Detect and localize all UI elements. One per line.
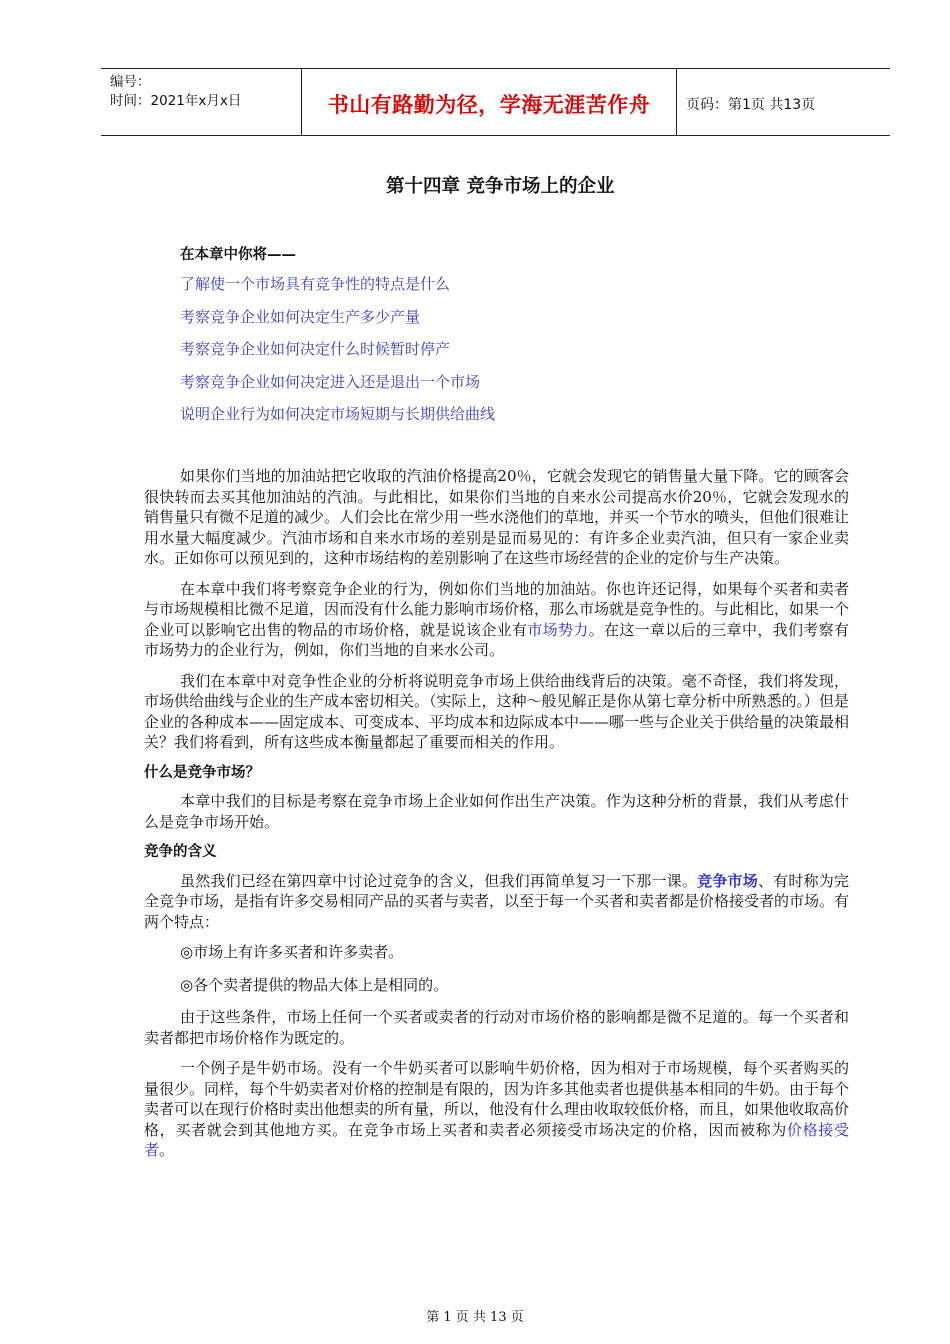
- paragraph-text: 、有时称为完全竞争市场，是指有许多交易相同产品的买者与卖者，以至于每一个买者和卖者都是价格接受者的市场。有两个特点：: [144, 871, 850, 931]
- goal-item[interactable]: 考察竞争企业如何决定进入还是退出一个市场: [180, 372, 481, 391]
- body-text: [144, 466, 849, 1171]
- paragraph: 如果你们当地的加油站把它收取的汽油价格提高20％，它就会发现它的销售量大量下降。它的顾客会很快转而去买其他加油站的汽油。与此相比，如果你们当地的自来水公司提高水价20％，它就会发现水的销售量只有微不足道的减少。人们会比在常少用一些水浇他们的草地，并买一个节水的喷头，但他们很难让用水量大幅度减少。汽油市场和自来水市场的差别是显而易见的：有许多企业卖汽油，但只有一家企业卖水。正如你可以预见到的，这种市场结构的差别影响了在这些市场经营的企业的定价与生产决策。: [144, 467, 850, 567]
- section-heading: 竞争的含义: [144, 844, 217, 860]
- bullet-item: ◎市场上有许多买者和许多卖者。: [180, 943, 404, 961]
- header-motto: 书山有路勤为径，学海无涯苦作舟: [327, 93, 651, 117]
- paragraph-text: 。在这一章以后的三章中，我们考察有市场势力的企业行为，例如，你们当地的自来水公司。: [144, 620, 849, 659]
- goal-item[interactable]: 了解使一个市场具有竞争性的特点是什么: [180, 275, 451, 293]
- section-heading: 什么是竞争市场？: [144, 764, 260, 781]
- paragraph-text: 一个例子是牛奶市场。没有一个牛奶买者可以影响牛奶价格，因为相对于市场规模，每个买者购买的量很少。同样，每个牛奶卖者对价格的控制是有限的，因为许多其他卖者也提供基本相同的牛奶。由于每个卖者可以在现行价格时卖出他想卖的所有量，所以，他没有什么理由收取较低价格，而且，如果他收取高价格，买者就会到其他地方买。在竞争市场上买者和卖者必须接受市场决定的价格，因而被称为: [144, 1059, 850, 1139]
- goal-item[interactable]: 考察竞争企业如何决定生产多少产量: [180, 307, 421, 326]
- term-link-price-taker[interactable]: 价格接受者: [144, 1120, 849, 1159]
- goal-item[interactable]: 说明企业行为如何决定市场短期与长期供给曲线: [180, 405, 496, 423]
- paragraph: 本章中我们的目标是考察在竞争市场上企业如何作出生产决策。作为这种分析的背景，我们从考虑什么是竞争市场开始。: [144, 792, 849, 831]
- time-label: 时间：2021年x月x日: [110, 93, 242, 109]
- chapter-title: 第十四章 竞争市场上的企业: [386, 176, 615, 197]
- bullet-item: ◎各个卖者提供的物品大体上是相同的。: [180, 975, 449, 994]
- number-label: 编号：: [110, 74, 151, 90]
- page-header: [101, 68, 890, 136]
- paragraph-text: 虽然我们已经在第四章中讨论过竞争的含义，但我们再简单复习一下那一课。: [180, 871, 698, 890]
- paragraph: 由于这些条件，市场上任何一个买者或卖者的行动对市场价格的影响都是微不足道的。每一个买者和卖者都把市场价格作为既定的。: [144, 1008, 849, 1047]
- goals-list: [180, 273, 495, 436]
- intro-heading: 在本章中你将——: [180, 247, 296, 263]
- header-page-label: 页码：第1页 共13页: [686, 97, 816, 113]
- paragraph-text: 在本章中我们将考察竞争企业的行为，例如你们当地的加油站。你也许还记得，如果每个买者和卖者与市场规模相比微不足道，因而没有什么能力影响市场价格，那么市场就是竞争性的。与此相比，如果一个企业可以影响它出售的物品的市场价格，就是说该企业有: [144, 579, 850, 639]
- paragraph: [144, 1058, 849, 1161]
- paragraph: [144, 579, 849, 661]
- term-link-competitive-market[interactable]: 竞争市场: [697, 871, 758, 890]
- page-footer: 第 1 页 共 13 页: [426, 1310, 524, 1325]
- header-meta: [110, 73, 241, 111]
- paragraph-text: 。: [159, 1141, 175, 1159]
- header-divider: [676, 69, 677, 135]
- goal-item[interactable]: 考察竞争企业如何决定什么时候暂时停产: [180, 340, 451, 358]
- paragraph: [144, 871, 849, 933]
- paragraph: 我们在本章中对竞争性企业的分析将说明竞争市场上供给曲线背后的决策。毫不奇怪，我们将发现，市场供给曲线与企业的生产成本密切相关。（实际上，这种～般见解正是你从第七章分析中所熟悉的。）但是企业的各种成本——固定成本、可变成本、平均成本和边际成本中——哪一些与企业关于供给量的决策最相关？我们将看到，所有这些成本衡量都起了重要而相关的作用。: [144, 671, 850, 751]
- term-link-market-power[interactable]: 市场势力: [527, 620, 589, 639]
